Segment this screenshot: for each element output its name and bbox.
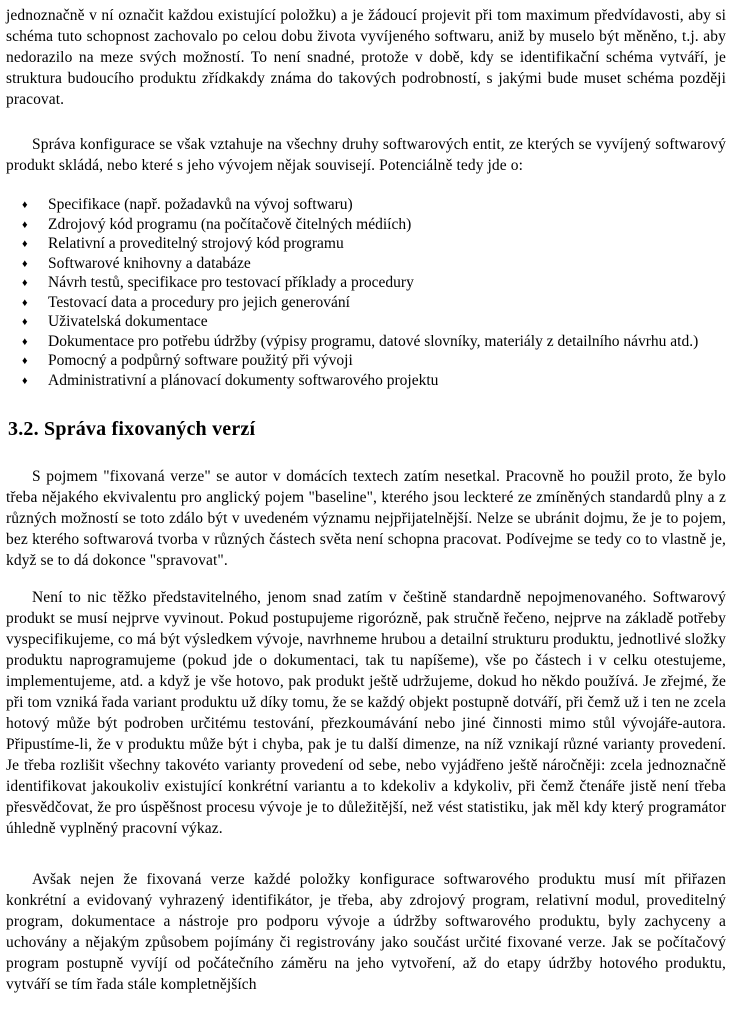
list-item-text: Softwarové knihovny a databáze	[48, 254, 251, 272]
diamond-bullet-icon: ♦	[22, 238, 28, 250]
diamond-bullet-icon: ♦	[22, 374, 28, 387]
list-item-text: Uživatelská dokumentace	[48, 313, 208, 330]
list-item-text: Specifikace (např. požadavků na vývoj softwaru)	[48, 196, 353, 213]
list-item-text: Pomocný a podpůrný software použitý při vývoji	[48, 352, 353, 369]
list-item	[6, 351, 726, 371]
paragraph-development: Není to nic těžko představitelného, jenom snad zatím v češtině standardně nepojmenovaného. Softwarový produkt se musí nejprve vyvinout. Pokud postupujeme rigorózně, pak stručně řečeno, nejprve na základě potřeby vyspecifikujeme, co má být výsledkem vývoje, navrhneme hrubou a detailní strukturu produktu, jednotlivé složky produktu naprogramujeme (pokud jde o dokumentaci, tak tu napíšeme), vše po částech i v celku otestujeme, implementujeme, atd. a když je vše hotovo, pak produkt ještě udržujeme, dokud ho někdo používá. Je zřejmé, že při tom vzniká řada variant produktu už díky tomu, že se každý objekt postupně dotváří, při čemž už i ten ne zcela hotový může být podroben určitému testování, přezkoumávání nebo jiné činnosti mimo stůl vývojáře-autora. Připustíme-li, že v produktu může být i chyba, pak je tu další dimenze, na níž vznikají různé varianty provedení. Je třeba rozlišit všechny takovéto varianty provedení od sebe, nebo vyjádřeno ještě náročněji: zcela jednoznačně identifikovat jakoukoliv existující konkrétní variantu a to kdekoliv a kdykoliv, při čemž čtenáře jistě není třeba přesvědčovat, že pro úspěšnost procesu vývoje je to důležitější, než vést statistiku, jak měl kdy který programátor úhledně vyplněný pracovní výkaz.	[6, 589, 726, 837]
list-item-text: Dokumentace pro potřebu údržby (výpisy programu, datové slovníky, materiály z detailního návrhu atd.)	[48, 332, 699, 350]
configuration-items-list	[6, 195, 726, 390]
diamond-bullet-icon: ♦	[22, 277, 28, 289]
list-item-text: Relativní a proveditelný strojový kód programu	[48, 235, 344, 252]
diamond-bullet-icon: ♦	[22, 218, 28, 231]
diamond-bullet-icon: ♦	[22, 257, 28, 270]
list-item	[6, 312, 726, 332]
list-item	[6, 234, 726, 254]
list-item	[6, 215, 726, 235]
list-item-text: Návrh testů, specifikace pro testovací příklady a procedury	[48, 274, 414, 291]
paragraph-baseline: S pojmem "fixovaná verze" se autor v domácích textech zatím nesetkal. Pracovně ho použil proto, že bylo třeba nějakého ekvivalentu pro anglický pojem "baseline", kterého jsou leckteré ze zmíněných standardů plny a z různých možností se toto zdálo být v uvedeném významu nejpřijatelnější. Nelze se ubránit dojmu, že je to pojem, bez kterého softwarová tvorba v různých částech světa není schopna pracovat. Podívejme se tedy co to vlastně je, když se to dá dokonce "spravovat".	[6, 468, 726, 569]
list-item	[6, 273, 726, 293]
paragraph-fixed-version: Avšak nejen že fixovaná verze každé položky konfigurace softwarového produktu musí mít přiřazen konkrétní a evidovaný vyhrazený identifikátor, je třeba, aby zdrojový program, relativní modul, proveditelný program, dokumentace a nástroje pro podporu vývoje a údržby softwarového produktu, byly zachyceny a uchovány a nějakým způsobem pojímány či registrovány jako součást určité fixované verze. Jak se počítačový program postupně vyvíjí od počátečního záměru na jeho vytvoření, až do etapy údržby hotového produktu, vytváří se tím řada stále kompletnějších	[6, 871, 726, 993]
list-item	[6, 332, 726, 352]
diamond-bullet-icon: ♦	[22, 199, 28, 211]
list-item	[6, 195, 726, 215]
list-item	[6, 293, 726, 313]
list-item-text: Administrativní a plánovací dokumenty softwarového projektu	[48, 371, 439, 389]
list-item	[6, 254, 726, 274]
paragraph-continuation: jednoznačně v ní označit každou existující položku) a je žádoucí projevit při tom maximum předvídavosti, aby si schéma tuto schopnost zachovalo po celou dobu života vyvíjeného softwaru, aniž by muselo být měněno, t.j. aby nedorazilo na meze svých možností. To není snadné, protože v době, kdy se identifikační schéma vytváří, je struktura budoucího produktu zřídkakdy známa do takových podrobností, s jakými bude muset schéma později pracovat.	[6, 7, 726, 108]
diamond-bullet-icon: ♦	[22, 316, 28, 328]
list-item-text: Zdrojový kód programu (na počítačově čitelných médiích)	[48, 215, 412, 233]
paragraph-intro: Správa konfigurace se však vztahuje na všechny druhy softwarových entit, ze kterých se vyvíjený softwarový produkt skládá, nebo které s jeho vývojem nějak souvisejí. Potenciálně tedy jde o:	[6, 136, 726, 174]
list-item-text: Testovací data a procedury pro jejich generování	[48, 293, 350, 311]
diamond-bullet-icon: ♦	[22, 296, 28, 309]
list-item	[6, 371, 726, 391]
diamond-bullet-icon: ♦	[22, 355, 28, 367]
section-heading: 3.2. Správa fixovaných verzí	[8, 418, 256, 440]
diamond-bullet-icon: ♦	[22, 335, 28, 348]
